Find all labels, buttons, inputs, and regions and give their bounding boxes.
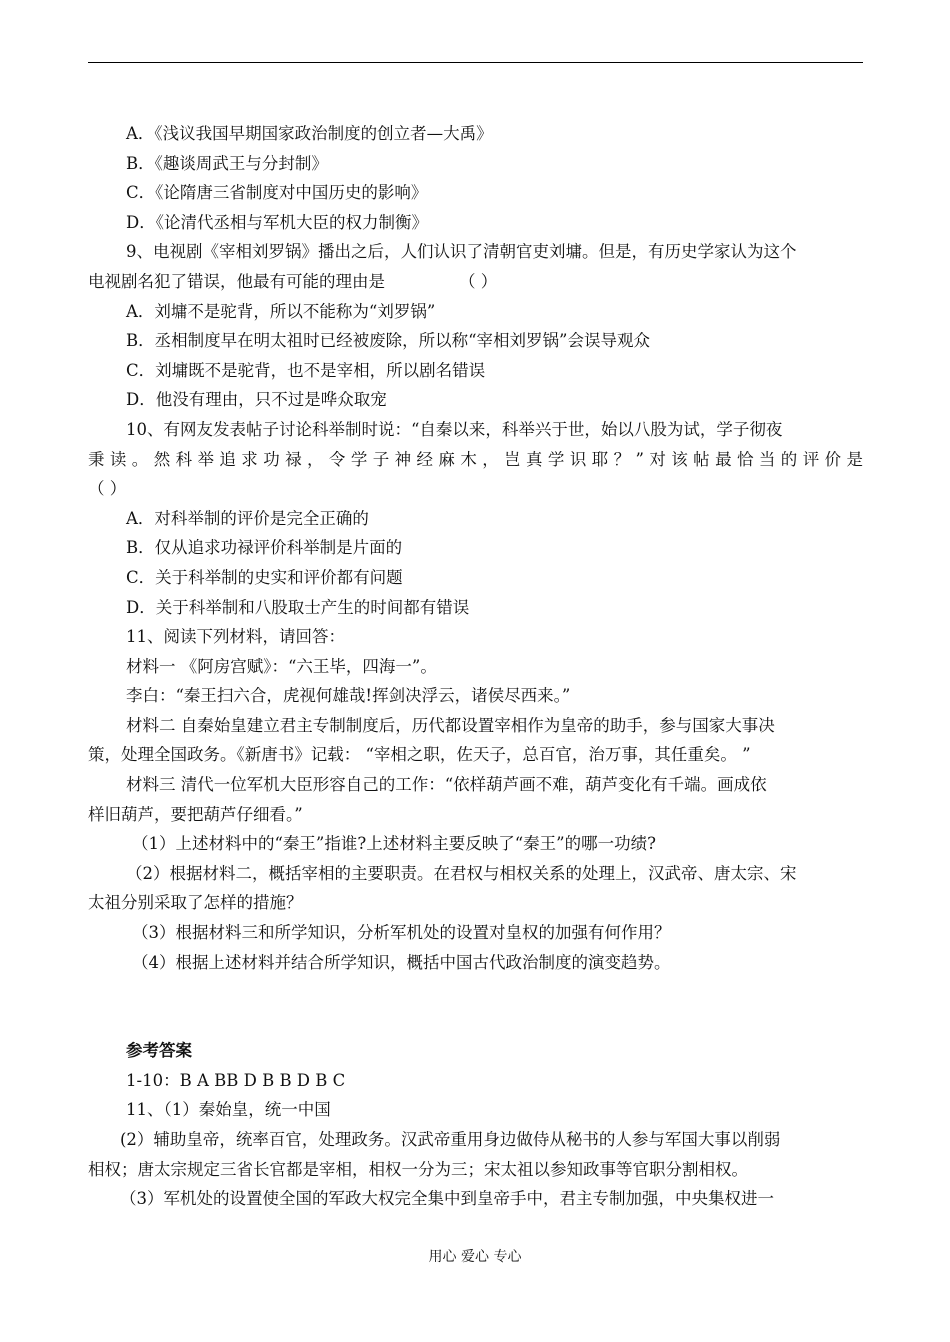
q10-stem-line1: 10、有网友发表帖子讨论科举制时说：“自秦以来，科举兴于世，始以八股为试，学子彻夜 [126, 419, 783, 439]
answers-q11-2-line2: 相权；唐太宗规定三省长官都是宰相，相权一分为三；宋太祖以参知政事等官职分割相权。 [88, 1159, 748, 1179]
q11-sub3: （3）根据材料三和所学知识，分析军机处的设置对皇权的加强有何作用？ [132, 923, 671, 943]
q11-material2-line1: 材料二 自秦始皇建立君主专制制度后，历代都设置宰相作为皇帝的助手，参与国家大事决 [126, 715, 775, 735]
q10-option-d: D．关于科举制和八股取士产生的时间都有错误 [126, 597, 470, 617]
document-body [88, 119, 863, 1214]
q11-material1-libai: 李白：“秦王扫六合，虎视何雄哉!挥剑决浮云，诸侯尽西来。” [126, 686, 571, 706]
q11-material3-line1: 材料三 清代一位军机大臣形容自己的工作：“依样葫芦画不难，葫芦变化有千端。画成依 [126, 775, 767, 795]
answers-mc: 1-10：B A BB D B B D B C [126, 1070, 346, 1090]
q9-option-d: D．他没有理由，只不过是哗众取宠 [126, 390, 387, 410]
q10-option-c: C．关于科举制的史实和评价都有问题 [126, 567, 403, 587]
q10-option-a: A．对科举制的评价是完全正确的 [126, 508, 369, 528]
q9-stem-line2 [88, 267, 863, 297]
q11-sub2-line2: 太祖分别采取了怎样的措施？ [88, 893, 303, 913]
answers-q11-1: 11、（1）秦始皇，统一中国 [126, 1100, 331, 1120]
q10-stem-line2: 秉读。然科举追求功禄，令学子神经麻木，岂真学识耶？”对该帖最恰当的评价是 [88, 449, 863, 469]
q11-sub4: （4）根据上述材料并结合所学知识，概括中国古代政治制度的演变趋势。 [132, 952, 671, 972]
q11-material2-line2: 策，处理全国政务。《新唐书》记载： “宰相之职，佐天子，总百官，治万事，其任重矣。 ” [88, 745, 751, 765]
answers-q11-3-line1: （3）军机处的设置使全国的军政大权完全集中到皇帝手中，君主专制加强，中央集权进一 [120, 1189, 774, 1209]
q9-option-b: B．丞相制度早在明太祖时已经被废除，所以称“宰相刘罗锅”会误导观众 [126, 331, 650, 351]
q10-answer-paren: （ ） [88, 479, 127, 499]
answers-q11-2-line1: (2）辅助皇帝，统率百官，处理政务。汉武帝重用身边做侍从秘书的人参与军国大事以削弱 [120, 1130, 781, 1149]
q9-stem-text: 电视剧名犯了错误，他最有可能的理由是 [88, 271, 385, 291]
q8-option-a: A．《浅议我国早期国家政治制度的创立者—大禹》 [126, 124, 493, 143]
q9-option-a: A．刘墉不是驼背，所以不能称为“刘罗锅” [126, 301, 436, 321]
answers-heading: 参考答案 [126, 1041, 192, 1061]
header-rule [88, 62, 863, 63]
q11-material1: 材料一 《阿房宫赋》：“六王毕，四海一”。 [126, 656, 437, 676]
q8-option-c: C．《论隋唐三省制度对中国历史的影响》 [126, 183, 428, 203]
q9-stem-line1: 9、电视剧《宰相刘罗锅》播出之后，人们认识了清朝官吏刘墉。但是，有历史学家认为这个 [126, 242, 797, 262]
q8-option-b: B．《趣谈周武王与分封制》 [126, 153, 328, 173]
q11-material3-line2: 样旧葫芦，要把葫芦仔细看。” [88, 804, 303, 824]
q8-option-d: D．《论清代丞相与军机大臣的权力制衡》 [126, 212, 428, 232]
q11-sub2-line1: （2）根据材料二，概括宰相的主要职责。在君权与相权关系的处理上，汉武帝、唐太宗、宋 [126, 863, 797, 883]
q11-title: 11、阅读下列材料，请回答： [126, 627, 345, 647]
page-footer: 用心 爱心 专心 [428, 1249, 522, 1265]
q11-sub1: （1）上述材料中的“秦王”指谁?上述材料主要反映了“秦王”的哪一功绩? [132, 834, 656, 854]
q10-option-b: B．仅从追求功禄评价科举制是片面的 [126, 538, 403, 558]
q9-answer-paren: （ ） [459, 271, 498, 291]
q9-option-c: C．刘墉既不是驼背，也不是宰相，所以剧名错误 [126, 360, 486, 380]
